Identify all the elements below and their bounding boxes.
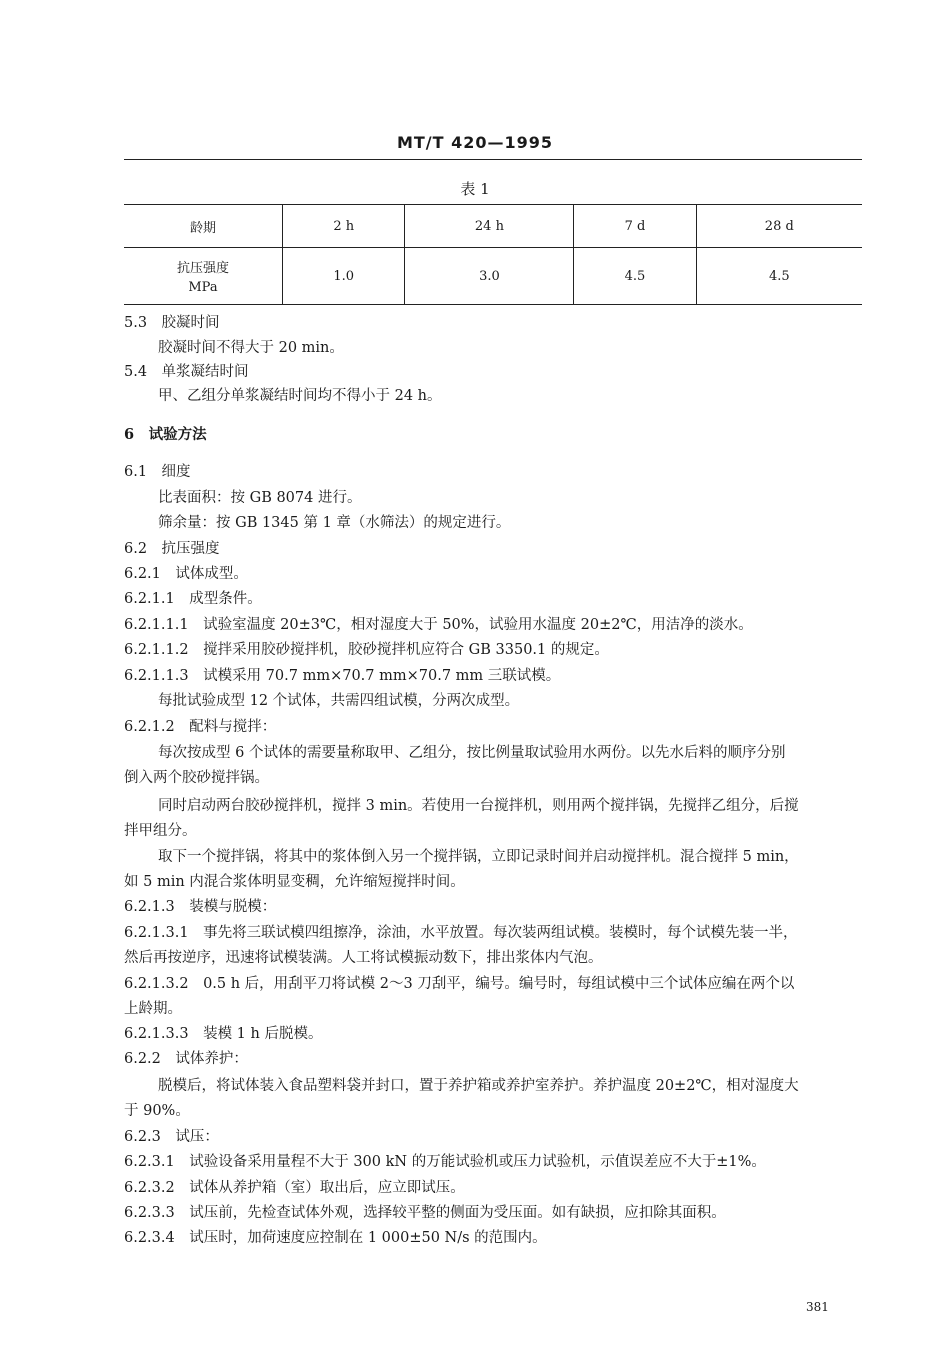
body-text: 如 5 min 内混合浆体明显变稠，允许缩短搅拌时间。 bbox=[124, 874, 465, 890]
strength-label: 抗压强度 bbox=[176, 261, 229, 276]
clause-text: 6.2.1.1.3 试模采用 70.7 mm×70.7 mm×70.7 mm 三联试模。 bbox=[124, 668, 561, 684]
clause-text: 6.2.1.3.3 装模 1 h 后脱模。 bbox=[124, 1026, 323, 1042]
table-header-row bbox=[124, 205, 862, 248]
clause-text: 6.2.3.4 试压时，加荷速度应控制在 1 000±50 N/s 的范围内。 bbox=[124, 1230, 547, 1246]
body-text: 于 90%。 bbox=[124, 1103, 190, 1119]
table-caption: 表 1 bbox=[460, 180, 490, 198]
clause-heading: 6.2.1.3 装模与脱模： bbox=[124, 899, 277, 915]
clause-text: 6.2.1.3.1 事先将三联试模四组擦净，涂油，水平放置。每次装两组试模。装模时，每个试模先装一半， bbox=[124, 925, 798, 941]
body-text: 取下一个搅拌锅，将其中的浆体倒入另一个搅拌锅，立即记录时间并启动搅拌机。混合搅拌 5 min， bbox=[158, 849, 799, 865]
body-text: 同时启动两台胶砂搅拌机，搅拌 3 min。若使用一台搅拌机，则用两个搅拌锅，先搅拌乙组分，后搅 bbox=[158, 798, 799, 814]
strength-value-cell: 1.0 bbox=[283, 248, 405, 305]
strength-table bbox=[124, 204, 862, 305]
age-cell: 28 d bbox=[696, 205, 862, 248]
section-heading: 6 试验方法 bbox=[124, 426, 207, 443]
age-cell: 7 d bbox=[574, 205, 696, 248]
strength-value-cell: 4.5 bbox=[574, 248, 696, 305]
body-text: 每次按成型 6 个试体的需要量称取甲、乙组分，按比例量取试验用水两份。以先水后料的顺序分别 bbox=[158, 745, 786, 761]
table-value-row bbox=[124, 248, 862, 305]
clause-text: 6.2.3.3 试压前，先检查试体外观，选择较平整的侧面为受压面。如有缺损，应扣除其面积。 bbox=[124, 1205, 726, 1221]
clause-heading: 5.4 单浆凝结时间 bbox=[124, 364, 249, 380]
clause-text: 6.2.3.1 试验设备采用量程不大于 300 kN 的万能试验机或压力试验机，示值误差应不大于±1%。 bbox=[124, 1154, 766, 1170]
body-text: 甲、乙组分单浆凝结时间均不得小于 24 h。 bbox=[158, 388, 442, 404]
clause-heading: 6.2.1.2 配料与搅拌： bbox=[124, 719, 277, 735]
body-text: 胶凝时间不得大于 20 min。 bbox=[158, 340, 344, 356]
clause-text: 6.2.1.1.2 搅拌采用胶砂搅拌机，胶砂搅拌机应符合 GB 3350.1 的规定。 bbox=[124, 642, 609, 658]
body-text: 比表面积：按 GB 8074 进行。 bbox=[158, 490, 362, 506]
clause-heading: 5.3 胶凝时间 bbox=[124, 315, 220, 331]
body-text: 倒入两个胶砂搅拌锅。 bbox=[124, 770, 269, 786]
clause-heading: 6.2.1 试体成型。 bbox=[124, 566, 248, 582]
strength-value-cell: 4.5 bbox=[696, 248, 862, 305]
clause-text: 6.2.3.2 试体从养护箱（室）取出后，应立即试压。 bbox=[124, 1180, 465, 1196]
header-rule bbox=[124, 159, 862, 160]
age-cell: 2 h bbox=[283, 205, 405, 248]
page-number: 381 bbox=[806, 1300, 829, 1314]
clause-heading: 6.2.1.1 成型条件。 bbox=[124, 591, 262, 607]
clause-heading: 6.1 细度 bbox=[124, 464, 191, 480]
age-cell: 24 h bbox=[405, 205, 574, 248]
body-text: 拌甲组分。 bbox=[124, 823, 197, 839]
strength-unit: MPa bbox=[188, 280, 218, 295]
body-text: 脱模后，将试体装入食品塑料袋并封口，置于养护箱或养护室养护。养护温度 20±2℃，相对湿度大 bbox=[158, 1078, 799, 1094]
age-header-cell: 龄期 bbox=[124, 205, 283, 248]
clause-text: 6.2.1.3.2 0.5 h 后，用刮平刀将试模 2～3 刀刮平，编号。编号时，每组试模中三个试体应编在两个以 bbox=[124, 976, 795, 992]
clause-text: 6.2.1.1.1 试验室温度 20±3℃，相对湿度大于 50%，试验用水温度 20±2℃，用洁净的淡水。 bbox=[124, 617, 753, 633]
body-text: 筛余量：按 GB 1345 第 1 章（水筛法）的规定进行。 bbox=[158, 515, 511, 531]
clause-heading: 6.2.2 试体养护： bbox=[124, 1051, 248, 1067]
body-text: 上龄期。 bbox=[124, 1001, 182, 1017]
strength-value-cell: 3.0 bbox=[405, 248, 574, 305]
clause-heading: 6.2 抗压强度 bbox=[124, 541, 220, 557]
body-text: 然后再按逆序，迅速将试模装满。人工将试模振动数下，排出浆体内气泡。 bbox=[124, 950, 603, 966]
strength-label-cell bbox=[124, 248, 283, 305]
clause-heading: 6.2.3 试压： bbox=[124, 1129, 219, 1145]
body-text: 每批试验成型 12 个试体，共需四组试模，分两次成型。 bbox=[158, 693, 520, 709]
standard-code-header: MT/T 420—1995 bbox=[396, 133, 554, 152]
